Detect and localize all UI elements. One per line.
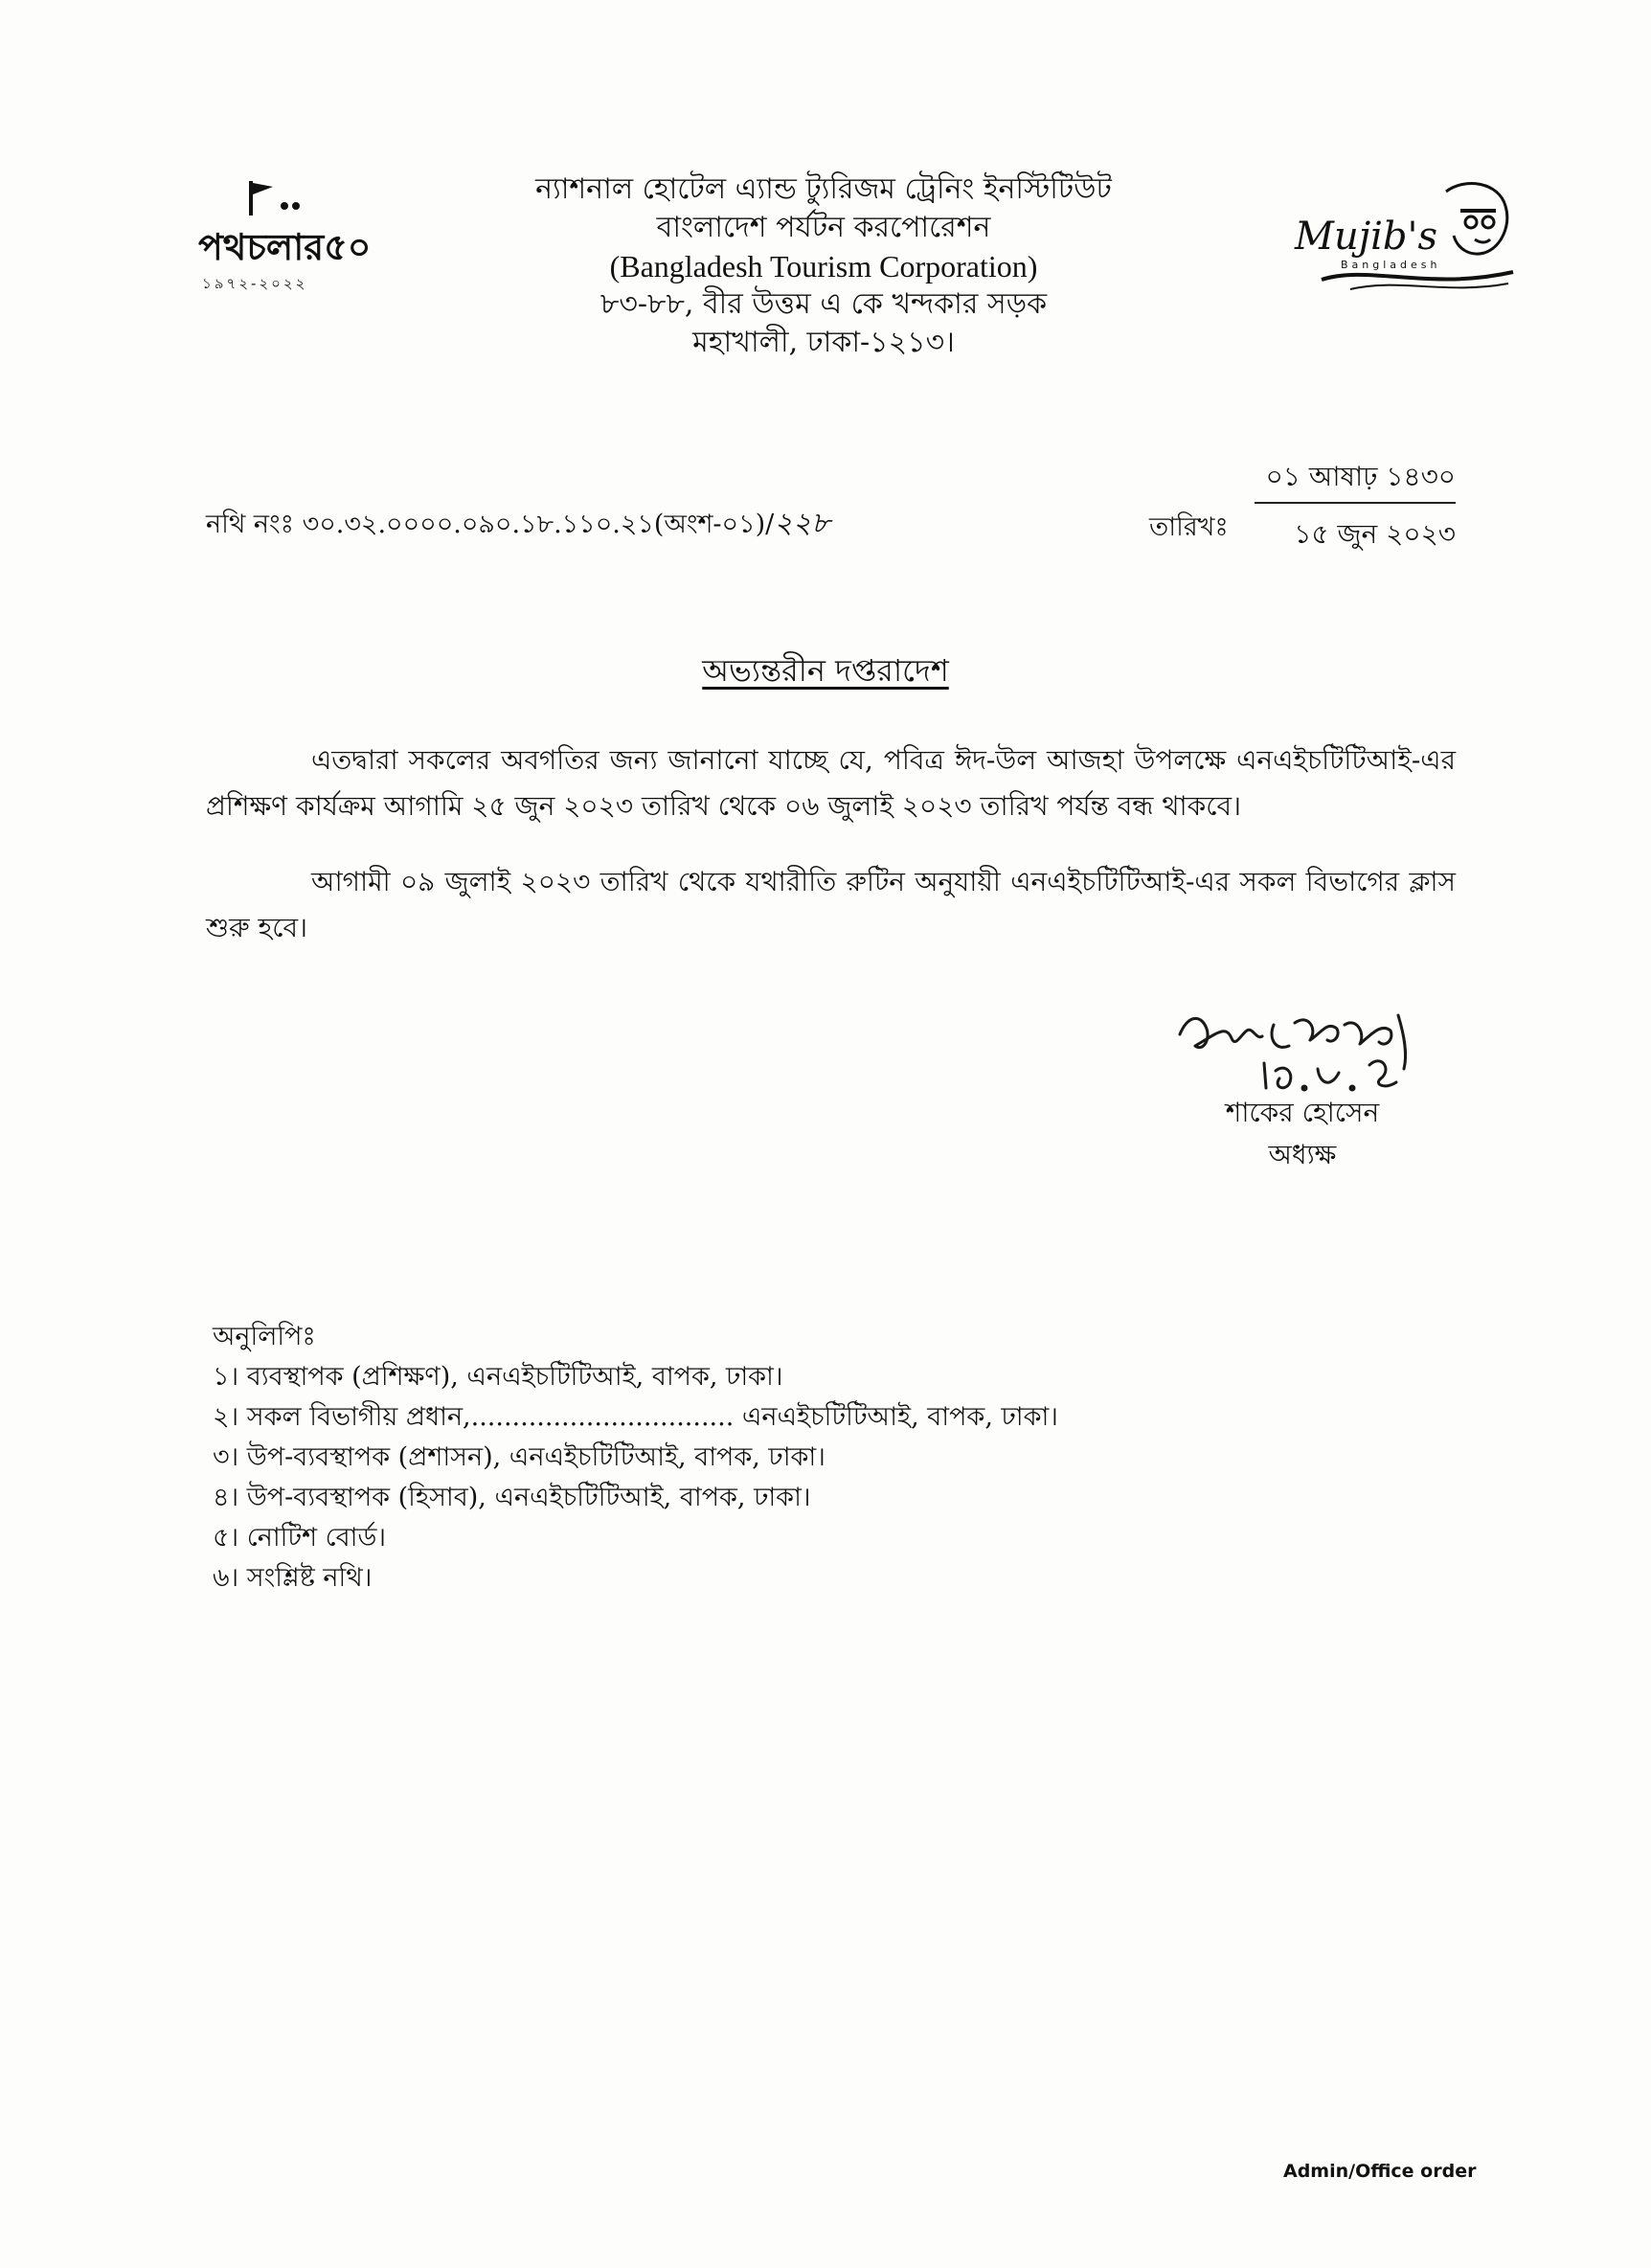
portrait-icon: [1446, 184, 1507, 254]
body-paragraph-1: এতদ্বারা সকলের অবগতির জন্য জানানো যাচ্ছে যে, পবিত্র ঈদ-উল আজহা উপলক্ষে এনএইচটিটিআই-এর প্রশিক্ষণ কার্যক্রম আগামি ২৫ জুন ২০২৩ তারিখ থেকে ০৬ জুলাই ২০২৩ তারিখ পর্যন্ত বন্ধ থাকবে।: [206, 744, 1456, 822]
handwritten-signature: [1168, 996, 1456, 1101]
address-line-2: মহাখালী, ঢাকা-১২১৩।: [692, 326, 955, 359]
mujibs-bangladesh-logo: [1283, 172, 1523, 297]
letterhead: [460, 170, 1187, 362]
address-line-1: ৮৩-৮৮, বীর উত্তম এ কে খন্দকার সড়ক: [599, 287, 1048, 321]
date-label: তারিখঃ: [1149, 512, 1229, 542]
signatory-block: [1149, 1092, 1456, 1176]
date-bangla: ০১ আষাঢ় ১৪৩০: [1265, 461, 1456, 492]
body-paragraph-2: আগামী ০৯ জুলাই ২০২৩ তারিখ থেকে যথারীতি রুটিন অনুযায়ী এনএইচটিটিআই-এর সকল বিভাগের ক্লাস শুরু হবে।: [206, 866, 1456, 943]
institute-name: ন্যাশনাল হোটেল এ্যান্ড ট্যুরিজম ট্রেনিং ইনস্টিটিউট: [535, 172, 1112, 206]
document-title-text: অভ্যন্তরীন দপ্তরাদেশ: [702, 652, 949, 689]
fifty-years-logo-years: ১৯৭২-২০২২: [202, 275, 308, 292]
fifty-years-logo: [196, 177, 397, 302]
list-item: ১। ব্যবস্থাপক (প্রশিক্ষণ), এনএইচটিটিআই, বাপক, ঢাকা।: [213, 1362, 783, 1392]
copies-heading: অনুলিপিঃ: [213, 1322, 316, 1351]
reference-label: নথি নংঃ: [206, 510, 295, 539]
document-title: [0, 646, 1651, 698]
list-item: ৪। উপ-ব্যবস্থাপক (হিসাব), এনএইচটিটিআই, বাপক, ঢাকা।: [213, 1483, 811, 1512]
reference-handwritten: ২২৮: [774, 507, 830, 540]
reference-number: [206, 500, 830, 549]
wave-icon: [1322, 272, 1513, 280]
flag-icon: [249, 181, 300, 215]
signatory-name: শাকের হোসেন: [1225, 1097, 1380, 1128]
date-gregorian: ১৫ জুন ২০২৩: [1294, 518, 1456, 550]
copy-distribution: [213, 1317, 1362, 1599]
wave-icon-2: [1350, 284, 1508, 289]
fifty-years-logo-text: পথচলার৫০: [198, 226, 372, 268]
date-block: [1255, 460, 1456, 552]
footer-label: Admin/Office order: [1283, 2161, 1477, 2182]
reference-value: ৩০.৩২.০০০০.০৯০.১৮.১১০.২১(অংশ-০১)/: [302, 510, 775, 539]
date-divider: [1255, 502, 1456, 504]
list-item: ৩। উপ-ব্যবস্থাপক (প্রশাসন), এনএইচটিটিআই, বাপক, ঢাকা।: [213, 1442, 826, 1472]
list-item: ৫। নোটিশ বোর্ড।: [213, 1523, 386, 1553]
signatory-designation: অধ্যক্ষ: [1268, 1139, 1337, 1170]
list-item: ২। সকল বিভাগীয় প্রধান,................................ এনএইচটিটিআই, বাপক, ঢাকা।: [213, 1402, 1058, 1432]
corporation-name-bangla: বাংলাদেশ পর্যটন করপোরেশন: [656, 211, 991, 244]
corporation-name-english: (Bangladesh Tourism Corporation): [609, 249, 1038, 284]
mujibs-logo-subtext: Bangladesh: [1341, 259, 1441, 271]
mujibs-logo-text: Mujib's: [1295, 215, 1438, 259]
list-item: ৬। সংশ্লিষ্ট নথি।: [213, 1563, 373, 1593]
